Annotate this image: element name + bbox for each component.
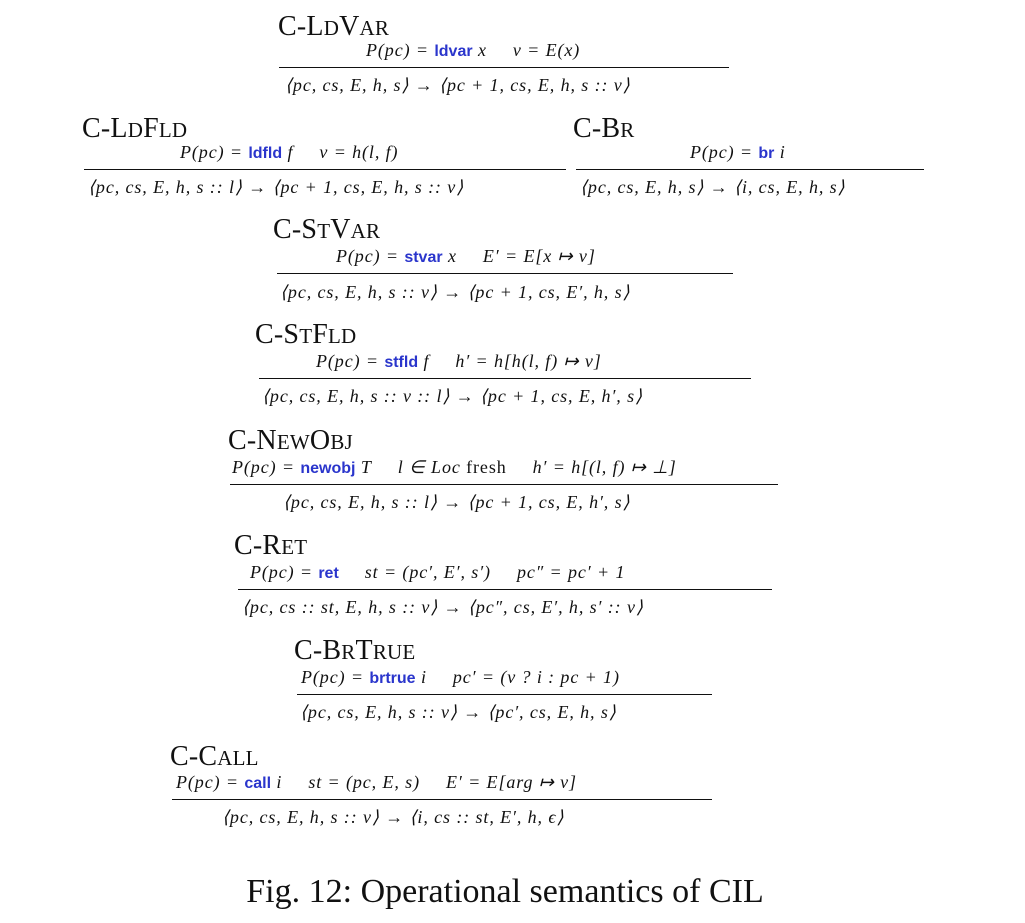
inference-bar bbox=[84, 169, 566, 170]
rule-premises: P(pc) = brtrue i pc′ = (v ? i : pc + 1) bbox=[301, 667, 620, 687]
inference-bar bbox=[259, 378, 751, 379]
rule-conclusion: ⟨pc, cs, E, h, s :: v⟩ → ⟨pc′, cs, E, h, s⟩ bbox=[300, 702, 617, 722]
rule-conclusion: ⟨pc, cs, E, h, s :: v⟩ → ⟨pc + 1, cs, E′, h, s⟩ bbox=[280, 282, 631, 302]
instruction-keyword: ldvar bbox=[434, 43, 473, 60]
rule-name: C-CALL bbox=[170, 741, 259, 772]
inference-bar bbox=[279, 67, 729, 68]
inference-bar bbox=[576, 169, 924, 170]
instruction-keyword: stvar bbox=[404, 249, 443, 266]
rule-premises: P(pc) = ret st = (pc′, E′, s′) pc″ = pc′ + 1 bbox=[250, 562, 626, 582]
instruction-keyword: br bbox=[758, 145, 775, 162]
rule-name: C-STVAR bbox=[273, 214, 381, 245]
rule-name: C-NEWOBJ bbox=[228, 425, 353, 456]
inference-bar bbox=[230, 484, 778, 485]
rule-premises: P(pc) = stvar x E′ = E[x ↦ v] bbox=[336, 246, 596, 266]
rule-conclusion: ⟨pc, cs :: st, E, h, s :: v⟩ → ⟨pc″, cs, E′, h, s′ :: v⟩ bbox=[242, 597, 644, 617]
inference-bar bbox=[172, 799, 712, 800]
inference-bar bbox=[297, 694, 712, 695]
instruction-keyword: ldfld bbox=[248, 145, 283, 162]
figure-caption: Fig. 12: Operational semantics of CIL bbox=[246, 873, 764, 910]
instruction-keyword: call bbox=[244, 775, 272, 792]
rule-conclusion: ⟨pc, cs, E, h, s⟩ → ⟨pc + 1, cs, E, h, s :: v⟩ bbox=[285, 75, 631, 95]
rule-name: C-BRTRUE bbox=[294, 635, 416, 666]
instruction-keyword: newobj bbox=[300, 460, 356, 477]
rule-premises: P(pc) = ldvar x v = E(x) bbox=[366, 40, 581, 60]
rule-premises: P(pc) = br i bbox=[690, 142, 786, 162]
inference-bar bbox=[277, 273, 733, 274]
rule-name: C-LDFLD bbox=[82, 113, 188, 144]
instruction-keyword: brtrue bbox=[369, 670, 416, 687]
instruction-keyword: stfld bbox=[384, 354, 419, 371]
inference-bar bbox=[238, 589, 772, 590]
rule-name: C-LDVAR bbox=[278, 11, 390, 42]
rule-premises: P(pc) = ldfld f v = h(l, f) bbox=[180, 142, 399, 162]
rule-conclusion: ⟨pc, cs, E, h, s :: l⟩ → ⟨pc + 1, cs, E, h, s :: v⟩ bbox=[88, 177, 465, 197]
rule-conclusion: ⟨pc, cs, E, h, s :: v⟩ → ⟨i, cs :: st, E′, h, ϵ⟩ bbox=[222, 807, 565, 827]
rule-name: C-BR bbox=[573, 113, 635, 144]
rule-premises: P(pc) = newobj T l ∈ Loc fresh h′ = h[(l, f) ↦ ⊥] bbox=[232, 457, 677, 477]
instruction-keyword: ret bbox=[318, 565, 339, 582]
rule-conclusion: ⟨pc, cs, E, h, s :: l⟩ → ⟨pc + 1, cs, E, h′, s⟩ bbox=[283, 492, 631, 512]
rule-premises: P(pc) = stfld f h′ = h[h(l, f) ↦ v] bbox=[316, 351, 602, 371]
rule-premises: P(pc) = call i st = (pc, E, s) E′ = E[arg ↦ v] bbox=[176, 772, 577, 792]
rule-name: C-RET bbox=[234, 530, 308, 561]
rule-conclusion: ⟨pc, cs, E, h, s⟩ → ⟨i, cs, E, h, s⟩ bbox=[580, 177, 846, 197]
rule-name: C-STFLD bbox=[255, 319, 357, 350]
rule-conclusion: ⟨pc, cs, E, h, s :: v :: l⟩ → ⟨pc + 1, cs, E, h′, s⟩ bbox=[262, 386, 643, 406]
